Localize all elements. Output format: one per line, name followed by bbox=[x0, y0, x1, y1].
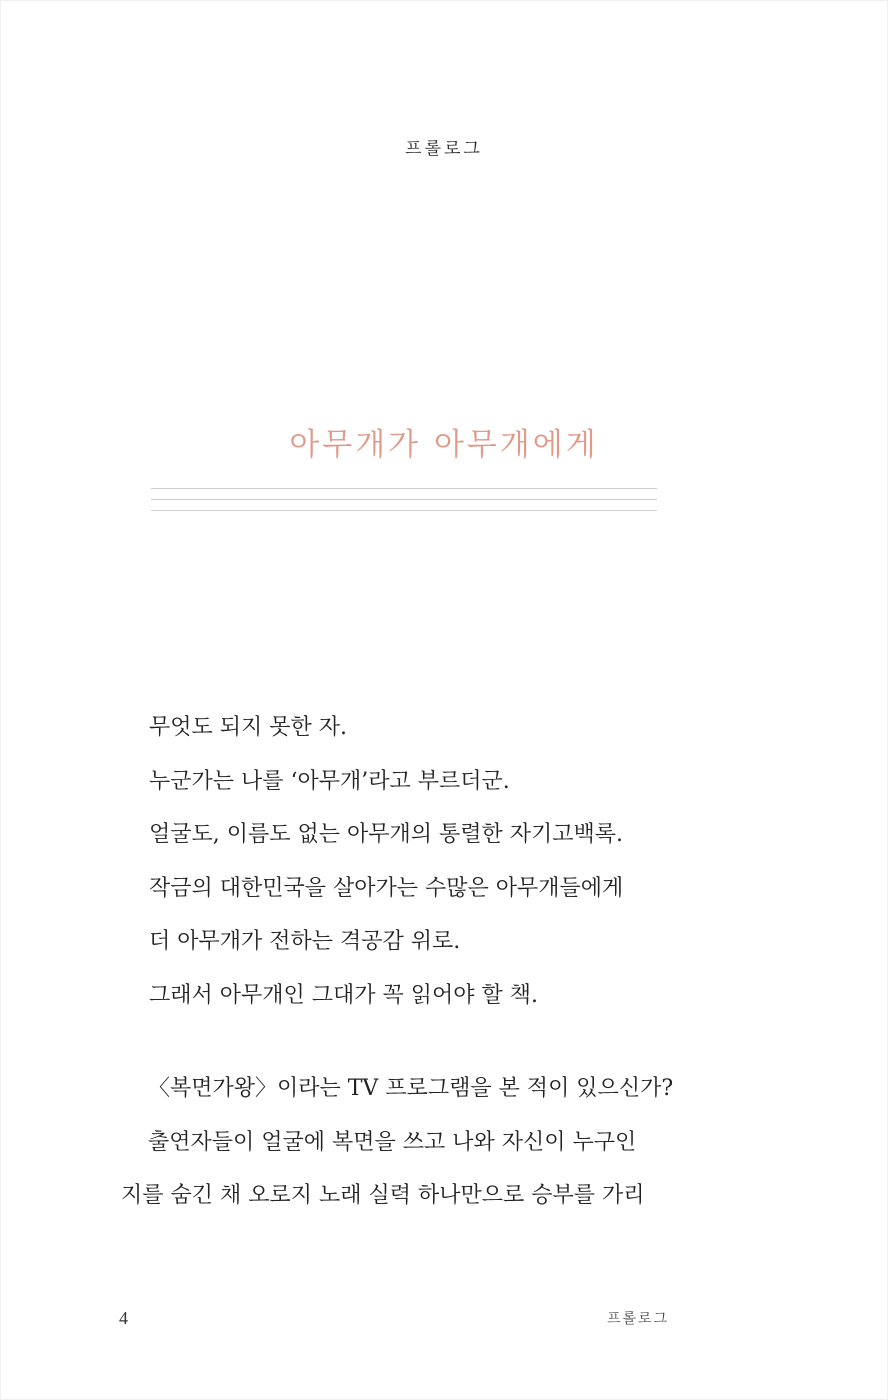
running-head: 프롤로그 bbox=[607, 1311, 670, 1327]
rule-line bbox=[151, 510, 657, 511]
rule-line bbox=[151, 488, 657, 489]
intro-line: 작금의 대한민국을 살아가는 수많은 아무개들에게 bbox=[149, 875, 624, 901]
intro-line: 얼굴도, 이름도 없는 아무개의 통렬한 자기고백록. bbox=[149, 822, 623, 847]
decorative-rules bbox=[151, 488, 657, 521]
rule-line bbox=[151, 499, 657, 500]
body-text bbox=[121, 1062, 691, 1223]
chapter-label: 프롤로그 bbox=[405, 139, 483, 159]
intro-line: 그래서 아무개인 그대가 꼭 읽어야 할 책. bbox=[149, 982, 538, 1008]
chapter-title: 아무개가 아무개에게 bbox=[289, 427, 599, 463]
intro-line: 더 아무개가 전하는 격공감 위로. bbox=[149, 929, 461, 954]
page-number: 4 bbox=[119, 1308, 128, 1328]
body-line: 〈복면가왕〉이라는 TV 프로그램을 본 적이 있으신가? bbox=[148, 1076, 674, 1101]
intro-verse bbox=[149, 701, 623, 1022]
intro-line: 무엇도 되지 못한 자. bbox=[149, 715, 347, 740]
body-line: 출연자들이 얼굴에 복면을 쓰고 나와 자신이 누구인 bbox=[148, 1129, 637, 1155]
intro-line: 누군가는 나를 ‘아무개’라고 부르더군. bbox=[149, 768, 510, 794]
body-line: 지를 숨긴 채 오로지 노래 실력 하나만으로 승부를 가리 bbox=[121, 1183, 645, 1208]
